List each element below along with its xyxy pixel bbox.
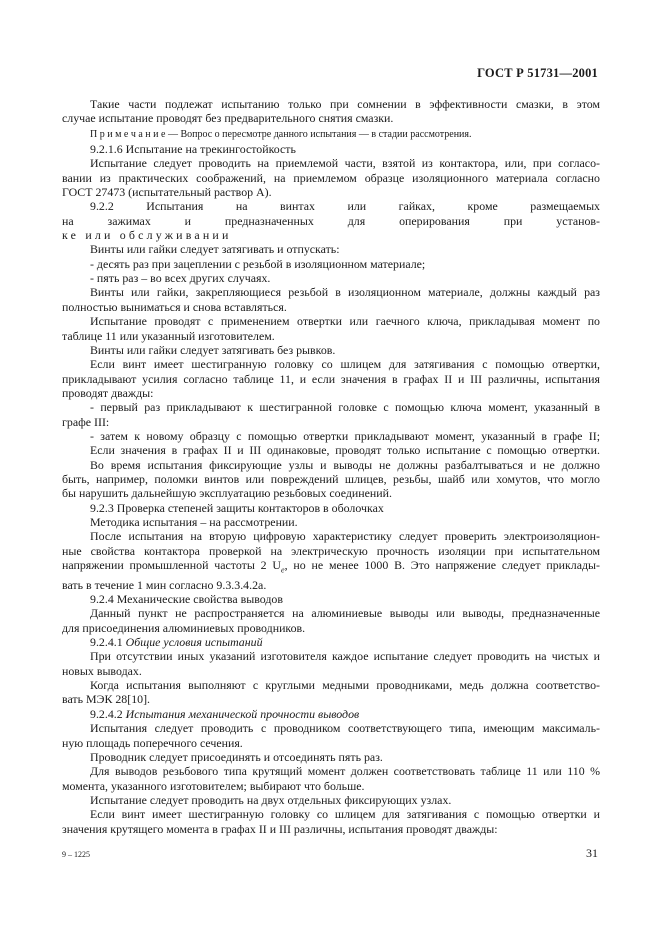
list-item: - затем к новому образцу с помощью отвертки прикладывают момент, указанный в графе II;: [90, 428, 600, 443]
list-item: - десять раз при зацеплении с резьбой в изоляционном материале;: [90, 256, 426, 271]
paragraph-line: Проводник следует присоединять и отсоединять пять раз.: [90, 749, 383, 764]
subsection-title: Испытания механической прочности выводов: [125, 706, 360, 721]
paragraph-line: вать в течение 1 мин согласно 9.3.3.4.2а.: [62, 577, 267, 592]
paragraph-line: ную площадь поперечного сечения.: [62, 735, 243, 750]
list-item: графе III:: [62, 414, 110, 429]
section-heading: 9.2.2 Испытания на винтах или гайках, кроме размещаемых: [90, 199, 600, 214]
list-item: - пять раз – во всех других случаях.: [90, 271, 271, 286]
section-heading: ке или обслуживании: [62, 228, 232, 243]
page-number: 31: [586, 846, 598, 860]
print-signature: 9 – 1225: [62, 850, 90, 859]
section-heading: 9.2.3 Проверка степеней защиты контакторов в оболочках: [90, 500, 384, 515]
paragraph-line: Такие части подлежат испытанию только при сомнении в эффективности смазки, в этом: [90, 97, 600, 111]
section-heading: 9.2.1.6 Испытание на трекингостойкость: [90, 142, 296, 157]
paragraph-line: ГОСТ 27473 (испытательный раствор А).: [62, 185, 272, 200]
paragraph-line: случае испытание проводят без предварительного снятия смазки.: [62, 111, 394, 126]
standard-header: ГОСТ Р 51731—2001: [477, 66, 598, 80]
paragraph-line: вании из практических соображений, на приемлемом образце изоляционного материала согласно: [62, 170, 600, 185]
paragraph-line: полностью выниматься и снова вставляться.: [62, 299, 287, 314]
paragraph-line: для присоединения алюминиевых проводников.: [62, 620, 306, 635]
subsection-heading: [62, 635, 600, 649]
note-line: [62, 126, 600, 142]
paragraph-line: Испытания следует проводить с проводником соответствующего типа, имеющим максималь-: [90, 721, 600, 736]
paragraph-line: [62, 558, 600, 578]
subsection-heading: [62, 707, 600, 721]
paragraph-line: Если винт имеет шестигранную головку со шлицем для затягивания с помощью отвертки и: [90, 807, 600, 822]
paragraph-line: момента, указанного изготовителем; выбирают что больше.: [62, 778, 365, 793]
paragraph-line: Винты или гайки следует затягивать без рывков.: [90, 342, 336, 357]
paragraph-line: Если значения в графах II и III одинаковые, проводят только испытание с помощью отвертки.: [90, 443, 600, 458]
paragraph-line: новых выводах.: [62, 663, 142, 678]
paragraph-line: При отсутствии иных указаний изготовителя каждое испытание следует проводить на чистых и: [90, 649, 600, 664]
note-text: Вопрос о пересмотре данного испытания — в стадии рассмотрения.: [177, 128, 472, 140]
paragraph-line: ные свойства контактора проверкой на электрическую прочность изоляции при испытательном: [62, 543, 600, 558]
document-body: [62, 97, 600, 836]
paragraph-line: быть, например, поломки винтов или повреждений шлицев, резьбы, шайб или хомутов, что могло: [62, 471, 600, 486]
paragraph-line: Для выводов резьбового типа крутящий момент должен соответствовать таблице 11 или 110 %: [90, 764, 600, 779]
paragraph-line: После испытания на вторую цифровую характеристику следует проверить электроизоляцион-: [90, 529, 600, 544]
paragraph-line: Испытание следует проводить на приемлемой части, взятой из контактора, или, при согласо-: [90, 156, 600, 171]
paragraph-line: Если винт имеет шестигранную головку со шлицем для затягивания с помощью отвертки,: [90, 357, 600, 372]
voltage-text-cont: , но не менее 1000 В. Это напряжение следует приклады-: [284, 558, 600, 572]
list-item: - первый раз прикладывают к шестигранной головке с помощью ключа момент, указанный в: [90, 400, 600, 415]
paragraph-line: таблице 11 или указанный изготовителем.: [62, 328, 275, 343]
subsection-number: 9.2.4.2: [90, 706, 126, 721]
paragraph-line: вать МЭК 28[10].: [62, 692, 151, 707]
section-heading: 9.2.4 Механические свойства выводов: [90, 592, 283, 607]
paragraph-line: Испытание проводят с применением отвертки или гаечного ключа, прикладывая момент по: [90, 314, 600, 329]
paragraph-line: прикладывают усилия согласно таблице 11, и если значения в графах II и III различны, испытания: [62, 371, 600, 386]
paragraph-line: Испытание следует проводить на двух отдельных фиксирующих узлах.: [90, 792, 452, 807]
paragraph-line: бы нарушить дальнейшую эксплуатацию резьбовых соединений.: [62, 486, 392, 501]
paragraph-line: Когда испытания выполняют с круглыми медными проводниками, медь должна соответство-: [90, 678, 600, 693]
voltage-text: напряжении промышленной частоты 2 U: [62, 558, 281, 572]
paragraph-line: Во время испытания фиксирующие узлы и выводы не должны разбалтываться и не должно: [90, 457, 600, 472]
note-label: П р и м е ч а н и е —: [90, 128, 178, 140]
section-heading: на зажимах и предназначенных для оперирования при установ-: [62, 213, 600, 228]
voltage-subscript: e: [281, 565, 285, 575]
paragraph-line: Методика испытания – на рассмотрении.: [90, 514, 298, 529]
paragraph-line: проводят дважды:: [62, 385, 154, 400]
subsection-number: 9.2.4.1: [90, 635, 126, 650]
paragraph-line: Винты или гайки, закрепляющиеся резьбой в изоляционном материале, должны каждый раз: [90, 285, 600, 300]
subsection-title: Общие условия испытаний: [125, 635, 263, 650]
paragraph-line: Винты или гайки следует затягивать и отпускать:: [90, 242, 340, 257]
paragraph-line: значения крутящего момента в графах II и III различны, испытания проводят дважды:: [62, 821, 498, 836]
paragraph-line: Данный пункт не распространяется на алюминиевые выводы или выводы, предназначенные: [90, 606, 600, 621]
